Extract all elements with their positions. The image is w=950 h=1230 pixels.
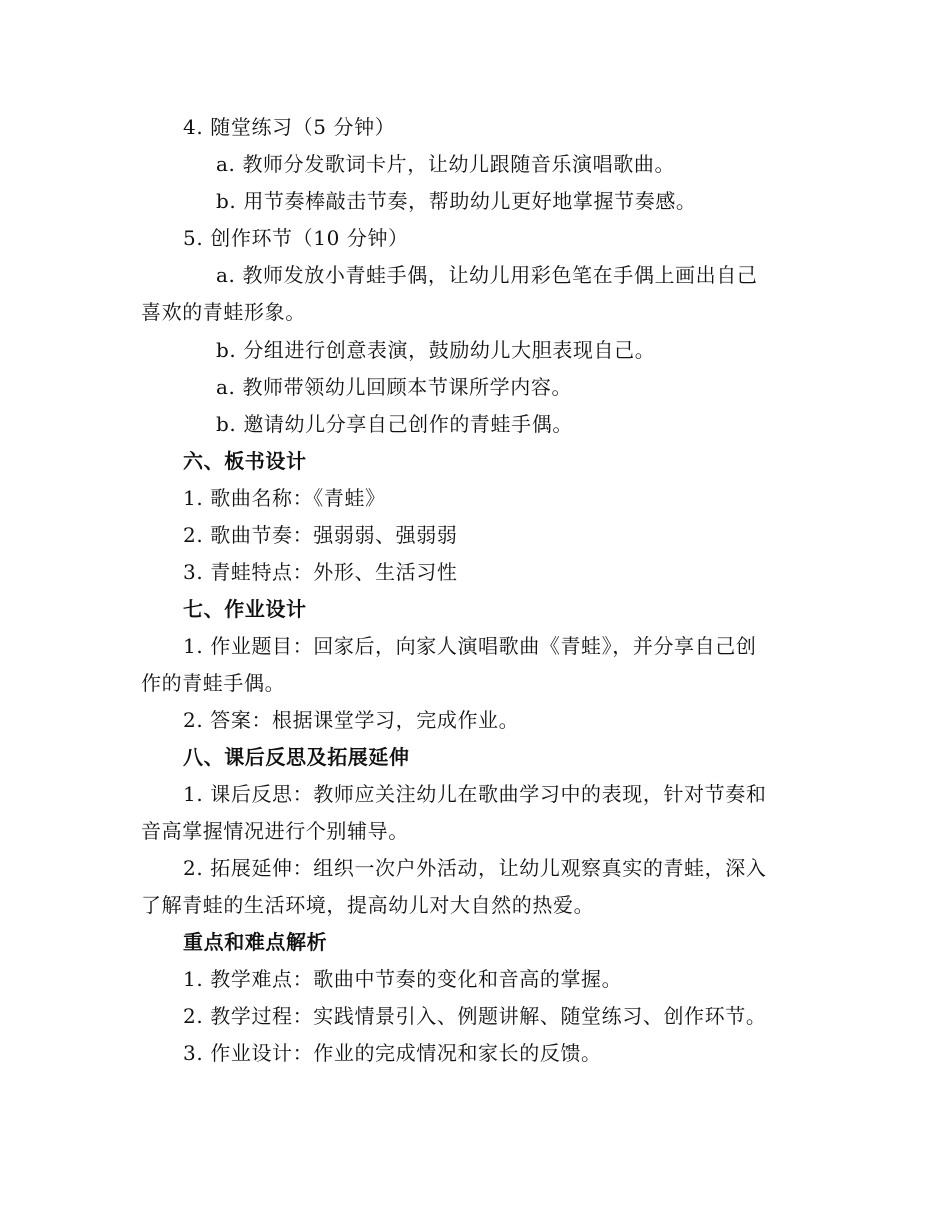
list-item: 5. 创作环节（10 分钟） <box>183 226 409 250</box>
paragraph-line: 了解青蛙的生活环境，提高幼儿对大自然的热爱。 <box>141 893 595 917</box>
section-heading: 重点和难点解析 <box>183 930 328 954</box>
list-item: 1. 教学难点：歌曲中节奏的变化和音高的掌握。 <box>183 967 623 991</box>
list-item: 2. 拓展延伸：组织一次户外活动，让幼儿观察真实的青蛙，深入 <box>183 856 767 880</box>
section-heading: 六、板书设计 <box>183 449 307 473</box>
list-item: 3. 青蛙特点：外形、生活习性 <box>183 560 458 584</box>
paragraph-line: 音高掌握情况进行个别辅导。 <box>141 819 409 843</box>
list-item: 2. 答案：根据课堂学习，完成作业。 <box>183 708 520 732</box>
section-heading: 八、课后反思及拓展延伸 <box>183 745 410 769</box>
list-item: a. 教师分发歌词卡片，让幼儿跟随音乐演唱歌曲。 <box>216 152 676 176</box>
list-item: b. 分组进行创意表演，鼓励幼儿大胆表现自己。 <box>216 338 656 362</box>
list-item: 2. 歌曲节奏：强弱弱、强弱弱 <box>183 523 458 547</box>
paragraph-line: 喜欢的青蛙形象。 <box>141 300 306 324</box>
list-item: 3. 作业设计：作业的完成情况和家长的反馈。 <box>183 1041 602 1065</box>
list-item: b. 用节奏棒敲击节奏，帮助幼儿更好地掌握节奏感。 <box>216 189 697 213</box>
paragraph-line: 作的青蛙手偶。 <box>141 671 286 695</box>
list-item: a. 教师发放小青蛙手偶，让幼儿用彩色笔在手偶上画出自己 <box>216 263 758 287</box>
list-item: b. 邀请幼儿分享自己创作的青蛙手偶。 <box>216 412 573 436</box>
list-item: 2. 教学过程：实践情景引入、例题讲解、随堂练习、创作环节。 <box>183 1004 767 1028</box>
list-item: a. 教师带领幼儿回顾本节课所学内容。 <box>216 375 573 399</box>
section-heading: 七、作业设计 <box>183 597 307 621</box>
list-item: 1. 作业题目：回家后，向家人演唱歌曲《青蛙》，并分享自己创 <box>183 634 757 658</box>
list-item: 1. 歌曲名称：《青蛙》 <box>183 486 386 510</box>
list-item: 1. 课后反思：教师应关注幼儿在歌曲学习中的表现，针对节奏和 <box>183 782 767 806</box>
list-item: 4. 随堂练习（5 分钟） <box>183 115 396 139</box>
